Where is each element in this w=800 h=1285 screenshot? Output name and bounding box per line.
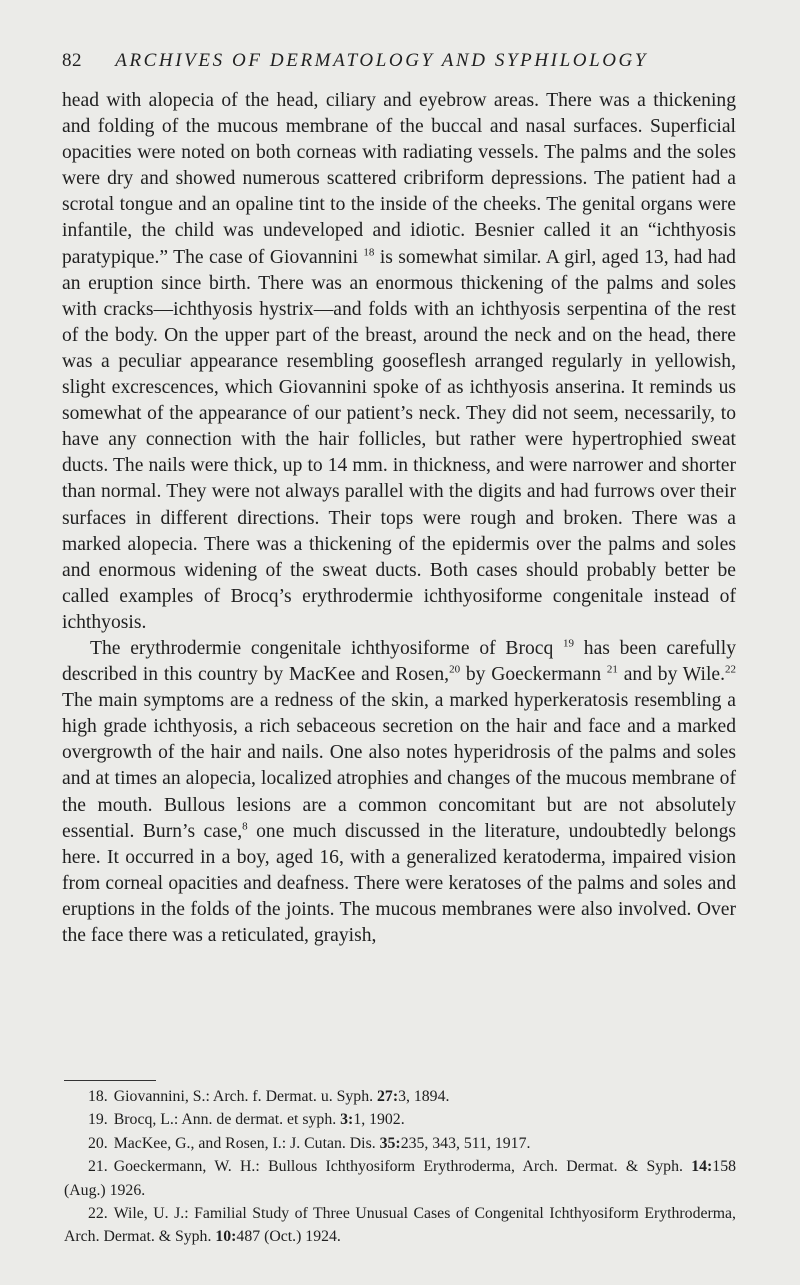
text-run: one much discussed in the literature, undoubtedly belongs here. It occurred in a boy, aged 16, with a generalized keratoderma, impaired vision from corneal opacities and deafness. There were keratoses of the palms and soles and eruptions in the folds of the joints. The mucous membranes were also involved. Over the face there was a reticulated, grayish, (62, 820, 736, 946)
body-paragraph-1 (62, 88, 736, 636)
text-run: 158 (Aug.) 1926. (64, 1158, 736, 1199)
footnote-22 (64, 1202, 736, 1249)
text-run: has been carefully described in this country by MacKee and Rosen, (62, 637, 736, 686)
footnote-number: 18. (88, 1088, 108, 1105)
text-run: 487 (Oct.) 1924. (236, 1228, 341, 1246)
text-run: is somewhat similar. A girl, aged 13, had had an eruption since birth. There was an enormous thickening of the palms and soles with cracks—ichthyosis hystrix—and folds with an ichthyosis serpentina of the rest of the body. On the upper part of the breast, around the neck and on the head, there was a peculiar appearance resembling gooseflesh arranged regularly in yellowish, slight excrescences, which Giovannini spoke of as ichthyosis anserina. It reminds us somewhat of the appearance of our patient’s neck. They did not seem, necessarily, to have any connection with the hair follicles, but rather were hypertrophied sweat ducts. The nails were thick, up to 14 mm. in thickness, and were narrower and shorter than normal. They were not always parallel with the digits and had furrows over their surfaces in different directions. Their tops were rough and broken. There was a marked alopecia. There was a thickening of the epidermis over the palms and soles and enormous widening of the sweat ducts. Both cases should probably better be called examples of Brocq’s erythrodermie ichthyosiforme congenitale instead of ichthyosis. (62, 246, 736, 633)
text-run: head with alopecia of the head, ciliary and eyebrow areas. There was a thickening and folding of the mucous membrane of the buccal and nasal surfaces. Superficial opacities were noted on both corneas with radiating vessels. The palms and the soles were dry and showed numerous scattered cribriform depressions. The patient had a scrotal tongue and an opaline tint to the inside of the cheeks. The genital organs were infantile, the child was undeveloped and idiotic. Besnier called it an “ichthyosis paratypique.” The case of Giovannini (62, 90, 736, 268)
footnote-number: 21. (88, 1158, 108, 1176)
text-run: Goeckermann, W. H.: Bullous Ichthyosiform Erythroderma, Arch. Dermat. & Syph. (113, 1158, 692, 1176)
reference-number: 20 (449, 663, 461, 676)
body-text (62, 88, 736, 949)
volume-number: 35: (379, 1134, 401, 1152)
text-run: The main symptoms are a redness of the skin, a marked hyperkeratosis resembling a high grade ichthyosis, a rich sebaceous secretion on the hair and face and a marked overgrowth of the hair and nails. One also notes hyperidrosis of the palms and soles and at times an alopecia, localized atrophies and changes of the mucous membrane of the mouth. Bullous lesions are a common concomitant but are not absolutely essential. Burn’s case, (62, 690, 736, 842)
text-run: Brocq, L.: Ann. de dermat. et syph. (113, 1111, 341, 1129)
reference-number: 21 (606, 663, 618, 676)
journal-title: ARCHIVES OF DERMATOLOGY AND SYPHILOLOGY (115, 50, 649, 71)
text-run: 1, 1902. (353, 1111, 405, 1129)
footnote-number: 22. (88, 1205, 108, 1223)
text-run: The erythrodermie congenitale ichthyosiforme of Brocq (90, 637, 564, 659)
text-run: Giovannini, S.: Arch. f. Dermat. u. Syph. (113, 1088, 378, 1105)
footnote-20 (64, 1132, 736, 1155)
text-run: MacKee, G., and Rosen, I.: J. Cutan. Dis. (113, 1134, 380, 1152)
footnote-number: 20. (88, 1134, 108, 1152)
footnote-19 (64, 1108, 736, 1131)
text-run: by Goeckermann (460, 664, 607, 686)
footnote-21 (64, 1155, 736, 1202)
reference-number: 22 (725, 663, 736, 676)
text-run: 235, 343, 511, 1917. (400, 1134, 531, 1152)
running-header (62, 50, 742, 72)
page-number: 82 (62, 50, 82, 71)
footnote-18 (64, 1085, 736, 1108)
footnote-number: 19. (88, 1111, 108, 1129)
body-paragraph-2 (62, 636, 736, 949)
reference-number: 19 (563, 637, 575, 650)
footnotes (64, 1085, 736, 1249)
text-run: Wile, U. J.: Familial Study of Three Unusual Cases of Congenital Ichthyosiform Erythroderma, Arch. Dermat. & Syph. (64, 1205, 736, 1246)
text-run: 3, 1894. (398, 1088, 450, 1105)
reference-number: 8 (242, 820, 248, 833)
text-run: and by Wile. (617, 664, 725, 686)
reference-number: 18 (363, 246, 375, 259)
volume-number: 10: (215, 1228, 237, 1246)
volume-number: 27: (377, 1088, 399, 1105)
footnote-divider (64, 1080, 156, 1081)
volume-number: 3: (340, 1111, 354, 1129)
volume-number: 14: (691, 1158, 713, 1176)
